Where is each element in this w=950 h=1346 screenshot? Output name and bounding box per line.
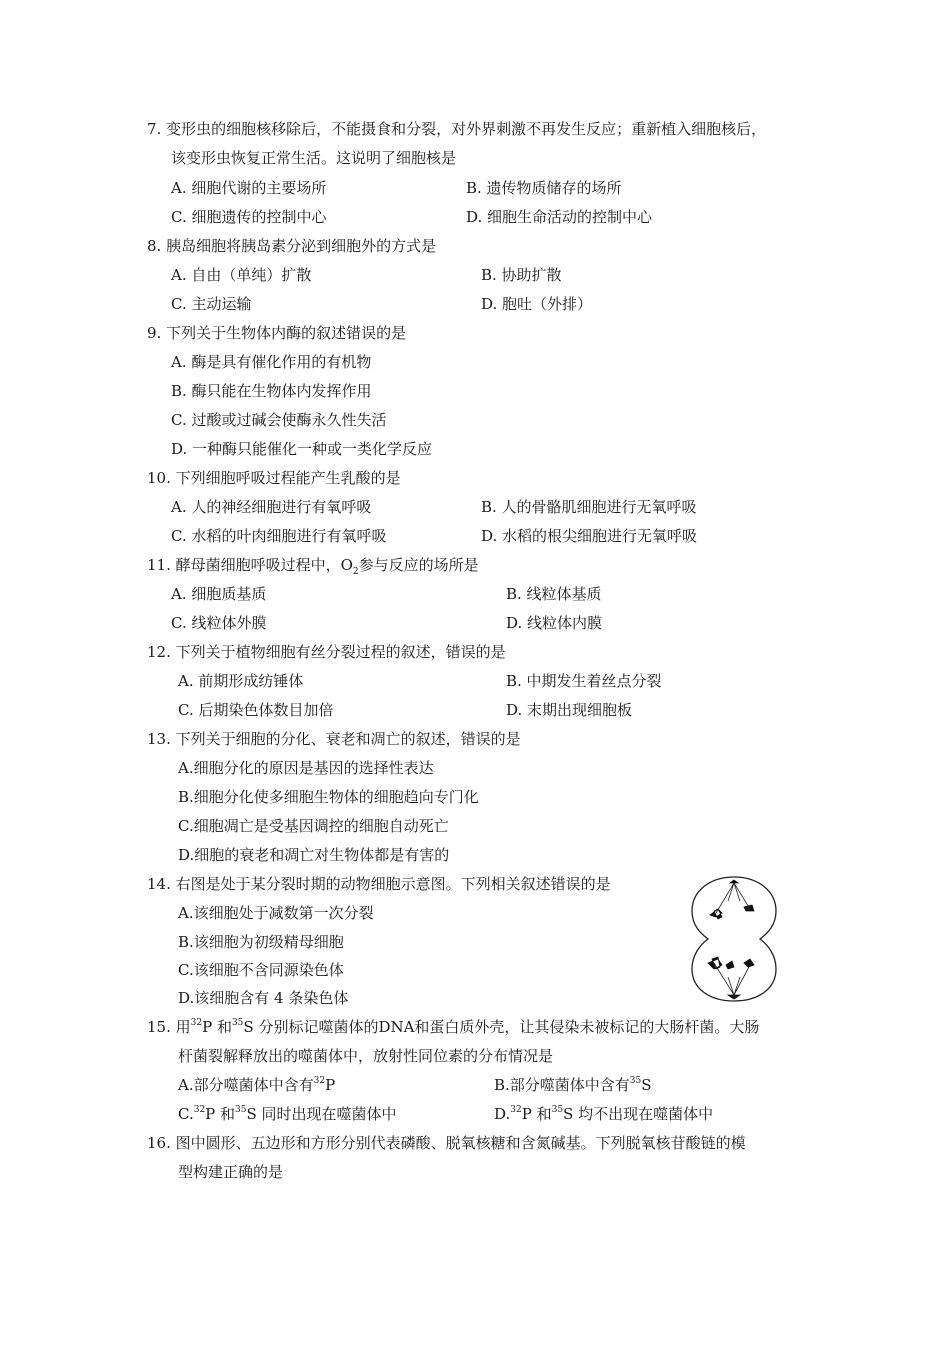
q13-option-c: C.细胞凋亡是受基因调控的细胞自动死亡 [178, 817, 449, 835]
q7-option-d: D. 细胞生命活动的控制中心 [466, 208, 653, 226]
q8-option-a: A. 自由（单纯）扩散 [171, 266, 312, 284]
chromosome-top-left [710, 909, 722, 919]
q7-option-a: A. 细胞代谢的主要场所 [171, 179, 327, 197]
q15-option-b: B.部分噬菌体中含有$^{35}$S [494, 1076, 652, 1094]
q15-option-a: A.部分噬菌体中含有$^{32}$P [178, 1076, 336, 1094]
q10-option-c: C. 水稻的叶肉细胞进行有氧呼吸 [171, 527, 387, 545]
q14-option-c: C.该细胞不含同源染色体 [178, 961, 344, 979]
q12-stem: 12. 下列关于植物细胞有丝分裂过程的叙述，错误的是 [147, 643, 506, 661]
q12-option-b: B. 中期发生着丝点分裂 [506, 672, 662, 690]
q10-stem: 10. 下列细胞呼吸过程能产生乳酸的是 [147, 469, 401, 487]
q9-option-a: A. 酶是具有催化作用的有机物 [171, 353, 372, 371]
q8-option-b: B. 协助扩散 [481, 266, 562, 284]
chromosome-bottom-right [744, 959, 754, 967]
chromosome-bottom-mid [726, 961, 734, 969]
cell-membrane [692, 877, 776, 1001]
q16-stem-line2: 型构建正确的是 [178, 1163, 284, 1181]
q9-option-c: C. 过酸或过碱会使酶永久性失活 [171, 411, 387, 429]
q7-option-c: C. 细胞遗传的控制中心 [171, 208, 327, 226]
q10-option-a: A. 人的神经细胞进行有氧呼吸 [171, 498, 372, 516]
q7-stem-line1: 7. 变形虫的细胞核移除后，不能摄食和分裂，对外界刺激不再发生反应；重新植入细胞核后， [147, 120, 767, 138]
q13-stem: 13. 下列关于细胞的分化、衰老和凋亡的叙述，错误的是 [147, 730, 521, 748]
q11-option-b: B. 线粒体基质 [506, 585, 602, 603]
q11-stem: 11. 酵母菌细胞呼吸过程中，$O_2$参与反应的场所是 [147, 556, 479, 577]
q11-option-d: D. 线粒体内膜 [506, 614, 603, 632]
q14-option-d: D.该细胞含有 4 条染色体 [178, 989, 349, 1007]
q8-stem: 8. 胰岛细胞将胰岛素分泌到细胞外的方式是 [147, 237, 437, 255]
q10-option-d: D. 水稻的根尖细胞进行无氧呼吸 [481, 527, 698, 545]
q15-stem-line1: 15. 用$^{32}$P 和$^{35}$S 分别标记噬菌体的DNA和蛋白质外壳，让其侵染未被标记的大肠杆菌。大肠 [147, 1018, 760, 1036]
q12-option-c: C. 后期染色体数目加倍 [178, 701, 334, 719]
q13-option-b: B.细胞分化使多细胞生物体的细胞趋向专门化 [178, 788, 479, 806]
chromosome-bottom-left [708, 957, 722, 969]
q11-option-c: C. 线粒体外膜 [171, 614, 267, 632]
chromosome-top-right [744, 905, 754, 911]
q13-option-d: D.细胞的衰老和凋亡对生物体都是有害的 [178, 846, 450, 864]
q9-option-d: D. 一种酶只能催化一种或一类化学反应 [171, 440, 433, 458]
q13-option-a: A.细胞分化的原因是基因的选择性表达 [178, 759, 434, 777]
q7-option-b: B. 遗传物质储存的场所 [466, 179, 622, 197]
q12-option-d: D. 末期出现细胞板 [506, 701, 633, 719]
centrosome-top [730, 880, 738, 883]
q14-option-b: B.该细胞为初级精母细胞 [178, 933, 344, 951]
cell-division-figure [688, 873, 780, 1005]
q12-option-a: A. 前期形成纺锤体 [178, 672, 304, 690]
q14-option-a: A.该细胞处于减数第一次分裂 [178, 904, 374, 922]
q16-stem-line1: 16. 图中圆形、五边形和方形分别代表磷酸、脱氧核糖和含氮碱基。下列脱氧核苷酸链的模 [147, 1134, 746, 1152]
q11-option-a: A. 细胞质基质 [171, 585, 267, 603]
q14-stem: 14. 右图是处于某分裂时期的动物细胞示意图。下列相关叙述错误的是 [147, 875, 611, 893]
q15-stem-line2: 杆菌裂解释放出的噬菌体中，放射性同位素的分布情况是 [178, 1047, 554, 1065]
q10-option-b: B. 人的骨骼肌细胞进行无氧呼吸 [481, 498, 697, 516]
q15-option-d: D.$^{32}$P 和$^{35}$S 均不出现在噬菌体中 [494, 1105, 714, 1123]
q15-option-c: C.$^{32}$P 和$^{35}$S 同时出现在噬菌体中 [178, 1105, 397, 1123]
centrosome-bottom [728, 995, 740, 999]
q9-option-b: B. 酶只能在生物体内发挥作用 [171, 382, 372, 400]
q9-stem: 9. 下列关于生物体内酶的叙述错误的是 [147, 324, 407, 342]
q7-stem-line2: 该变形虫恢复正常生活。这说明了细胞核是 [171, 149, 457, 167]
q8-option-c: C. 主动运输 [171, 295, 252, 313]
q8-option-d: D. 胞吐（外排） [481, 295, 593, 313]
